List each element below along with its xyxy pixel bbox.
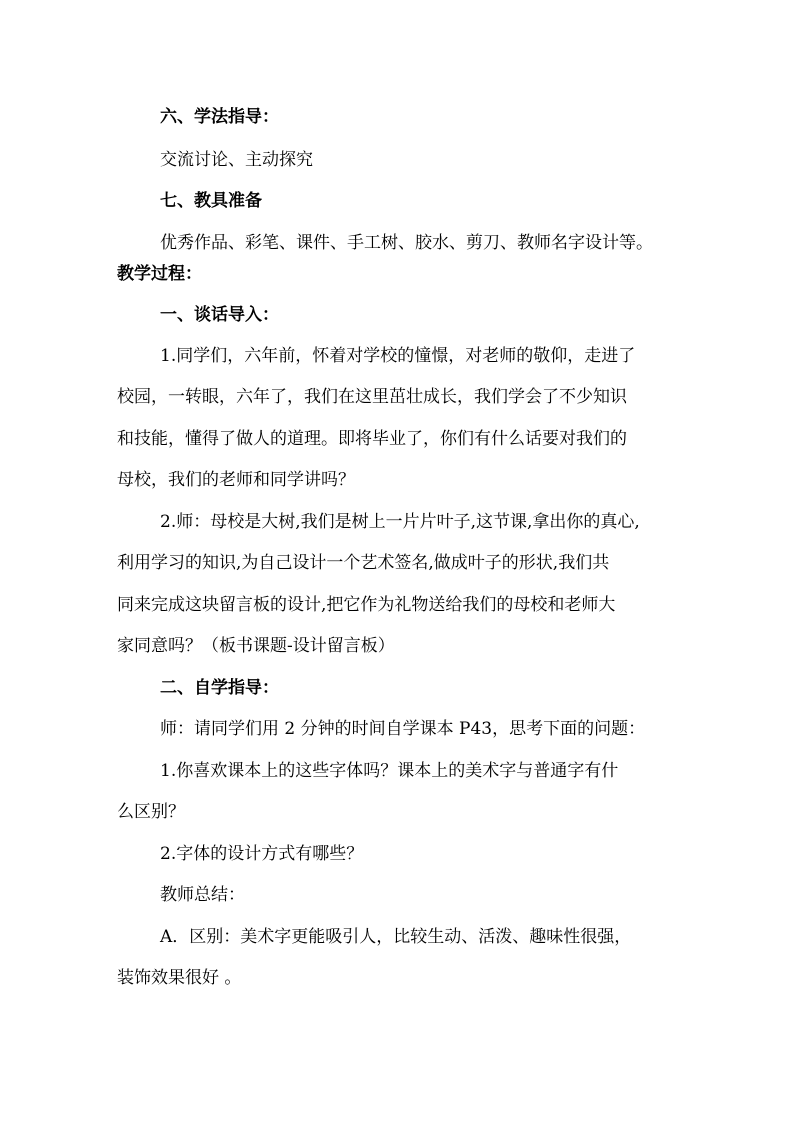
- question-line: 2.字体的设计方式有哪些？: [160, 844, 364, 864]
- paragraph-line: 家同意吗？（板书课题-设计留言板）: [117, 636, 395, 656]
- paragraph-line: 师：请同学们用 2 分钟的时间自学课本 P43，思考下面的问题：: [160, 719, 646, 739]
- study-method-text: 交流讨论、主动探究: [160, 150, 313, 170]
- paragraph-line: 利用学习的知识,为自己设计一个艺术签名,做成叶子的形状,我们共: [117, 553, 610, 573]
- question-line: 么区别？: [117, 802, 185, 822]
- paragraph-line: 同来完成这块留言板的设计,把它作为礼物送给我们的母校和老师大: [117, 595, 616, 615]
- answer-line: A．区别：美术字更能吸引人，比较生动、活泼、趣味性很强，: [160, 927, 632, 947]
- paragraph-line: 校园，一转眼，六年了，我们在这里茁壮成长，我们学会了不少知识: [117, 387, 627, 407]
- section-heading-intro: 一、谈话导入：: [160, 305, 279, 325]
- teaching-process-heading: 教学过程：: [117, 264, 202, 284]
- section-heading-teaching-aids: 七、教具准备: [160, 191, 262, 211]
- section-heading-self-study: 二、自学指导：: [160, 678, 279, 698]
- summary-heading: 教师总结：: [160, 885, 245, 905]
- paragraph-line: 2.师：母校是大树,我们是树上一片片叶子,这节课,拿出你的真心,: [160, 512, 640, 532]
- section-heading-study-method: 六、学法指导：: [160, 107, 279, 127]
- answer-line: 装饰效果很好 。: [117, 968, 242, 988]
- question-line: 1.你喜欢课本上的这些字体吗？课本上的美术字与普通字有什: [160, 761, 619, 781]
- paragraph-line: 母校，我们的老师和同学讲吗？: [117, 470, 355, 490]
- paragraph-line: 1.同学们，六年前，怀着对学校的憧憬，对老师的敬仰，走进了: [160, 346, 636, 366]
- paragraph-line: 和技能，懂得了做人的道理。即将毕业了，你们有什么话要对我们的: [117, 429, 627, 449]
- teaching-aids-text: 优秀作品、彩笔、课件、手工树、胶水、剪刀、教师名字设计等。: [160, 233, 653, 253]
